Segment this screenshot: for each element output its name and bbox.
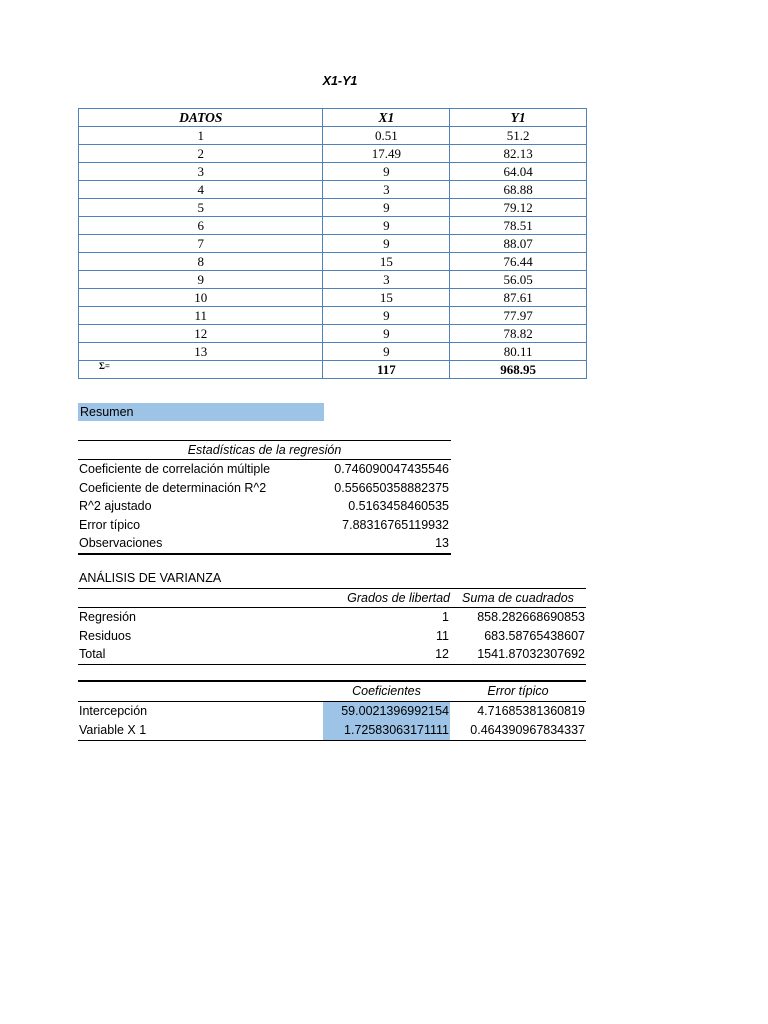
anova-df[interactable]: 1 — [442, 610, 449, 624]
cell-y1[interactable]: 68.88 — [450, 181, 587, 199]
anova-title[interactable]: ANÁLISIS DE VARIANZA — [79, 571, 222, 585]
cell-y1[interactable]: 82.13 — [450, 145, 587, 163]
table-row — [78, 460, 451, 479]
sum-label[interactable]: Σ= — [79, 361, 323, 379]
anova-ss[interactable]: 858.282668690853 — [477, 610, 585, 624]
cell-datos[interactable]: 1 — [79, 127, 323, 145]
cell-x1[interactable]: 3 — [323, 181, 450, 199]
cell-x1[interactable]: 9 — [323, 163, 450, 181]
cell-datos[interactable]: 8 — [79, 253, 323, 271]
anova-df[interactable]: 12 — [435, 647, 449, 661]
table-row — [79, 271, 587, 289]
table-row — [79, 217, 587, 235]
table-row — [79, 253, 587, 271]
cell-x1[interactable]: 9 — [323, 217, 450, 235]
stat-value[interactable]: 0.5163458460535 — [348, 499, 449, 513]
cell-datos[interactable]: 6 — [79, 217, 323, 235]
table-row — [79, 163, 587, 181]
header-datos[interactable]: DATOS — [79, 109, 323, 127]
sum-row — [79, 361, 587, 379]
cell-y1[interactable]: 76.44 — [450, 253, 587, 271]
cell-y1[interactable]: 78.51 — [450, 217, 587, 235]
data-table-header — [79, 109, 587, 127]
coef-se[interactable]: 4.71685381360819 — [477, 704, 585, 718]
sum-x1[interactable]: 117 — [323, 361, 450, 379]
header-y1[interactable]: Y1 — [450, 109, 587, 127]
stat-value[interactable]: 0.556650358882375 — [334, 480, 449, 495]
coef-value[interactable]: 1.72583063171111 — [323, 721, 450, 740]
cell-x1[interactable]: 17.49 — [323, 145, 450, 163]
coefficients-header — [78, 682, 586, 702]
cell-x1[interactable]: 9 — [323, 307, 450, 325]
anova-label[interactable]: Regresión — [79, 610, 136, 624]
stat-label[interactable]: Coeficiente de correlación múltiple — [79, 462, 271, 476]
table-row — [79, 343, 587, 361]
stat-label[interactable]: R^2 ajustado — [79, 499, 152, 513]
cell-datos[interactable]: 13 — [79, 343, 323, 361]
cell-x1[interactable]: 9 — [323, 199, 450, 217]
cell-x1[interactable]: 9 — [323, 343, 450, 361]
header-coef[interactable]: Coeficientes — [352, 684, 421, 698]
data-table — [78, 108, 587, 379]
header-se[interactable]: Error típico — [487, 684, 549, 698]
table-row — [78, 497, 451, 516]
stat-value[interactable]: 7.88316765119932 — [342, 517, 449, 532]
cell-datos[interactable]: 4 — [79, 181, 323, 199]
table-row — [79, 199, 587, 217]
table-row — [78, 627, 586, 646]
cell-y1[interactable]: 78.82 — [450, 325, 587, 343]
cell-x1[interactable]: 3 — [323, 271, 450, 289]
cell-y1[interactable]: 51.2 — [450, 127, 587, 145]
cell-datos[interactable]: 11 — [79, 307, 323, 325]
anova-label[interactable]: Total — [79, 647, 106, 661]
cell-datos[interactable]: 10 — [79, 289, 323, 307]
cell-y1[interactable]: 88.07 — [450, 235, 587, 253]
stat-label[interactable]: Observaciones — [79, 536, 163, 550]
cell-datos[interactable]: 12 — [79, 325, 323, 343]
sheet-title: X1-Y1 — [322, 74, 358, 88]
regression-stats-table — [78, 440, 451, 555]
cell-x1[interactable]: 0.51 — [323, 127, 450, 145]
header-ss[interactable]: Suma de cuadrados — [462, 591, 574, 605]
stat-value[interactable]: 13 — [435, 536, 449, 550]
cell-datos[interactable]: 2 — [79, 145, 323, 163]
table-row — [79, 307, 587, 325]
anova-ss[interactable]: 1541.87032307692 — [477, 647, 585, 661]
coefficients-table — [78, 680, 586, 741]
cell-y1[interactable]: 79.12 — [450, 199, 587, 217]
cell-y1[interactable]: 87.61 — [450, 289, 587, 307]
cell-datos[interactable]: 5 — [79, 199, 323, 217]
cell-x1[interactable]: 15 — [323, 289, 450, 307]
cell-datos[interactable]: 3 — [79, 163, 323, 181]
cell-x1[interactable]: 9 — [323, 235, 450, 253]
anova-df[interactable]: 11 — [436, 628, 449, 643]
header-df[interactable]: Grados de libertad — [347, 591, 450, 605]
cell-y1[interactable]: 56.05 — [450, 271, 587, 289]
table-row — [78, 534, 451, 555]
table-row — [79, 127, 587, 145]
header-x1[interactable]: X1 — [323, 109, 450, 127]
regression-stats-header[interactable]: Estadísticas de la regresión — [78, 441, 451, 460]
anova-header — [78, 589, 586, 608]
table-row — [78, 721, 586, 741]
table-row — [78, 516, 451, 535]
anova-table — [78, 588, 586, 665]
table-row — [79, 145, 587, 163]
table-row — [79, 235, 587, 253]
cell-y1[interactable]: 80.11 — [450, 343, 587, 361]
cell-x1[interactable]: 9 — [323, 325, 450, 343]
table-row — [78, 702, 586, 721]
coef-label[interactable]: Intercepción — [79, 704, 148, 718]
cell-x1[interactable]: 15 — [323, 253, 450, 271]
cell-y1[interactable]: 64.04 — [450, 163, 587, 181]
coef-se[interactable]: 0.464390967834337 — [470, 723, 585, 737]
resumen-label[interactable]: Resumen — [78, 403, 324, 421]
table-row — [78, 608, 586, 627]
coef-value[interactable]: 59.0021396992154 — [323, 702, 450, 721]
sum-y1[interactable]: 968.95 — [450, 361, 587, 379]
stat-label[interactable]: Error típico — [79, 517, 141, 532]
anova-ss[interactable]: 683.58765438607 — [484, 628, 585, 643]
table-row — [79, 325, 587, 343]
cell-datos[interactable]: 7 — [79, 235, 323, 253]
coef-label[interactable]: Variable X 1 — [79, 723, 147, 737]
stat-value[interactable]: 0.746090047435546 — [334, 462, 449, 476]
table-row — [78, 645, 586, 665]
cell-y1[interactable]: 77.97 — [450, 307, 587, 325]
table-row — [78, 479, 451, 498]
cell-datos[interactable]: 9 — [79, 271, 323, 289]
anova-label[interactable]: Residuos — [79, 628, 132, 643]
table-row — [79, 289, 587, 307]
stat-label[interactable]: Coeficiente de determinación R^2 — [79, 480, 267, 495]
table-row — [79, 181, 587, 199]
